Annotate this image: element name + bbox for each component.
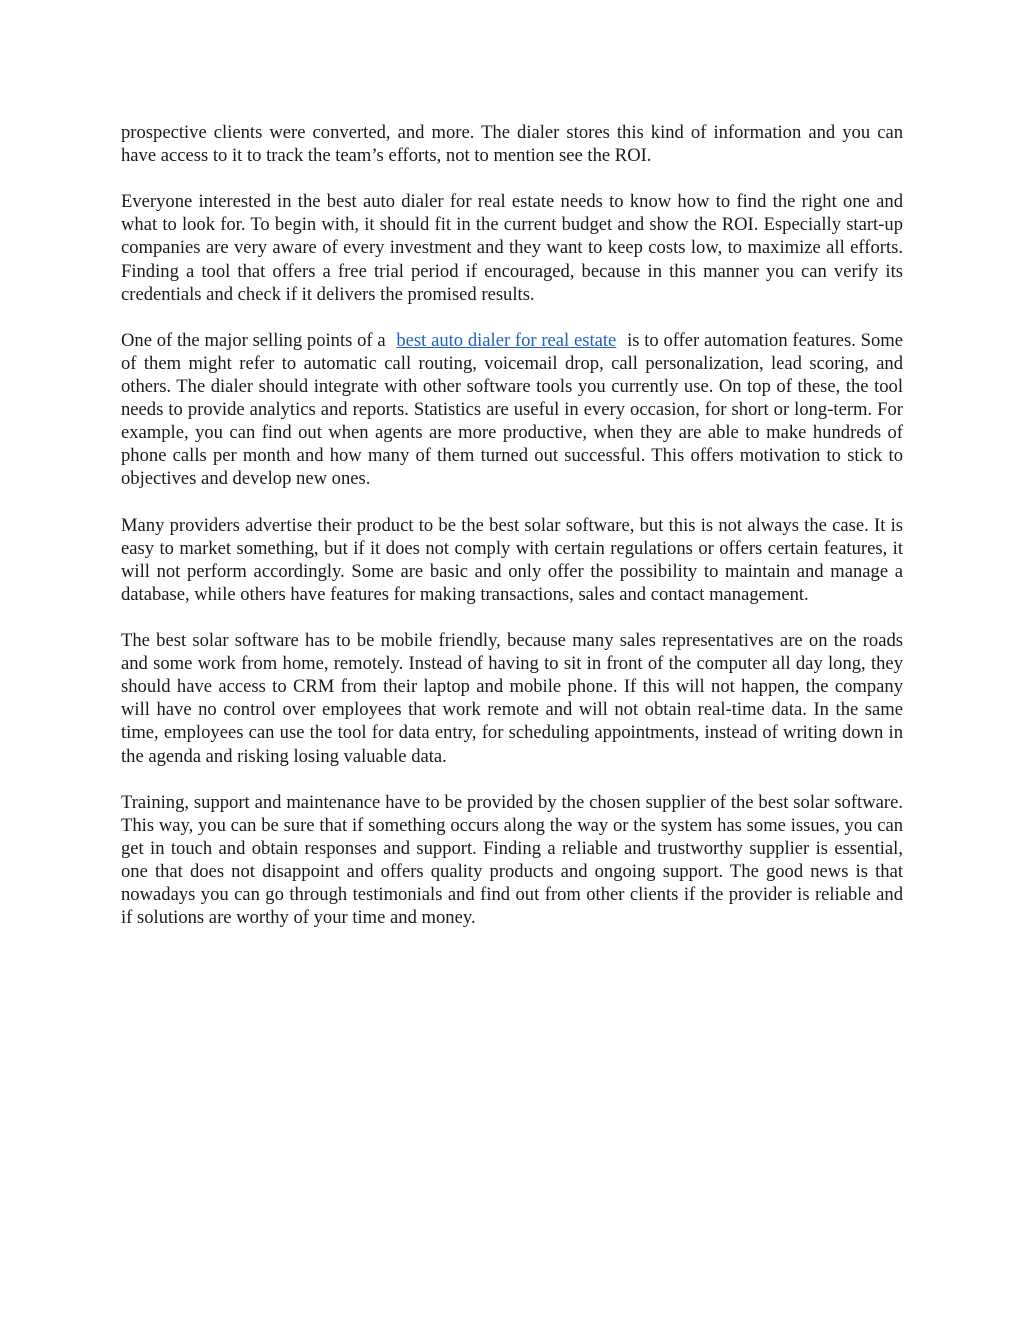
paragraph-1: prospective clients were converted, and more. The dialer stores this kind of information and you can have access to it to track the team’s efforts, not to mention see the ROI. (121, 122, 903, 167)
paragraph-3 (121, 329, 903, 491)
auto-dialer-link[interactable]: best auto dialer for real estate (396, 329, 617, 351)
paragraph-3-before-link: One of the major selling points of a (121, 329, 386, 351)
paragraph-5: The best solar software has to be mobile friendly, because many sales representatives are on the roads and some work from home, remotely. Instead of having to sit in front of the computer all day long, they should have access to CRM from their laptop and mobile phone. If this will not happen, the company will have no control over employees that work remote and will not obtain real-time data. In the same time, employees can use the tool for data entry, for scheduling appointments, instead of writing down in the agenda and risking losing valuable data. (121, 630, 903, 767)
paragraph-4: Many providers advertise their product to be the best solar software, but this is not always the case. It is easy to market something, but if it does not comply with certain regulations or offers certain features, it will not perform accordingly. Some are basic and only offer the possibility to maintain and manage a database, while others have features for making transactions, sales and contact management. (121, 514, 903, 605)
paragraph-6: Training, support and maintenance have to be provided by the chosen supplier of the best solar software. This way, you can be sure that if something occurs along the way or the system has some issues, you can get in touch and obtain responses and support. Finding a reliable and trustworthy supplier is essential, one that does not disappoint and offers quality products and ongoing support. The good news is that nowadays you can go through testimonials and find out from other clients if the provider is reliable and if solutions are worthy of your time and money. (121, 791, 903, 929)
paragraph-3-after-link: is to offer automation features. Some of them might refer to automatic call routing, voicemail drop, call personalization, lead scoring, and others. The dialer should integrate with other software tools you currently use. On top of these, the tool needs to provide analytics and reports. Statistics are useful in every occasion, for short or long-term. For example, you can find out when agents are more productive, when they are able to make hundreds of phone calls per month and how many of them turned out successful. This offers motivation to stick to objectives and develop new ones. (121, 329, 903, 490)
paragraph-2: Everyone interested in the best auto dialer for real estate needs to know how to find the right one and what to look for. To begin with, it should fit in the current budget and show the ROI. Especially start-up companies are very aware of every investment and they want to keep costs low, to maximize all efforts. Finding a tool that offers a free trial period if encouraged, because in this manner you can verify its credentials and check if it delivers the promised results. (121, 191, 903, 305)
document-body (121, 121, 903, 952)
